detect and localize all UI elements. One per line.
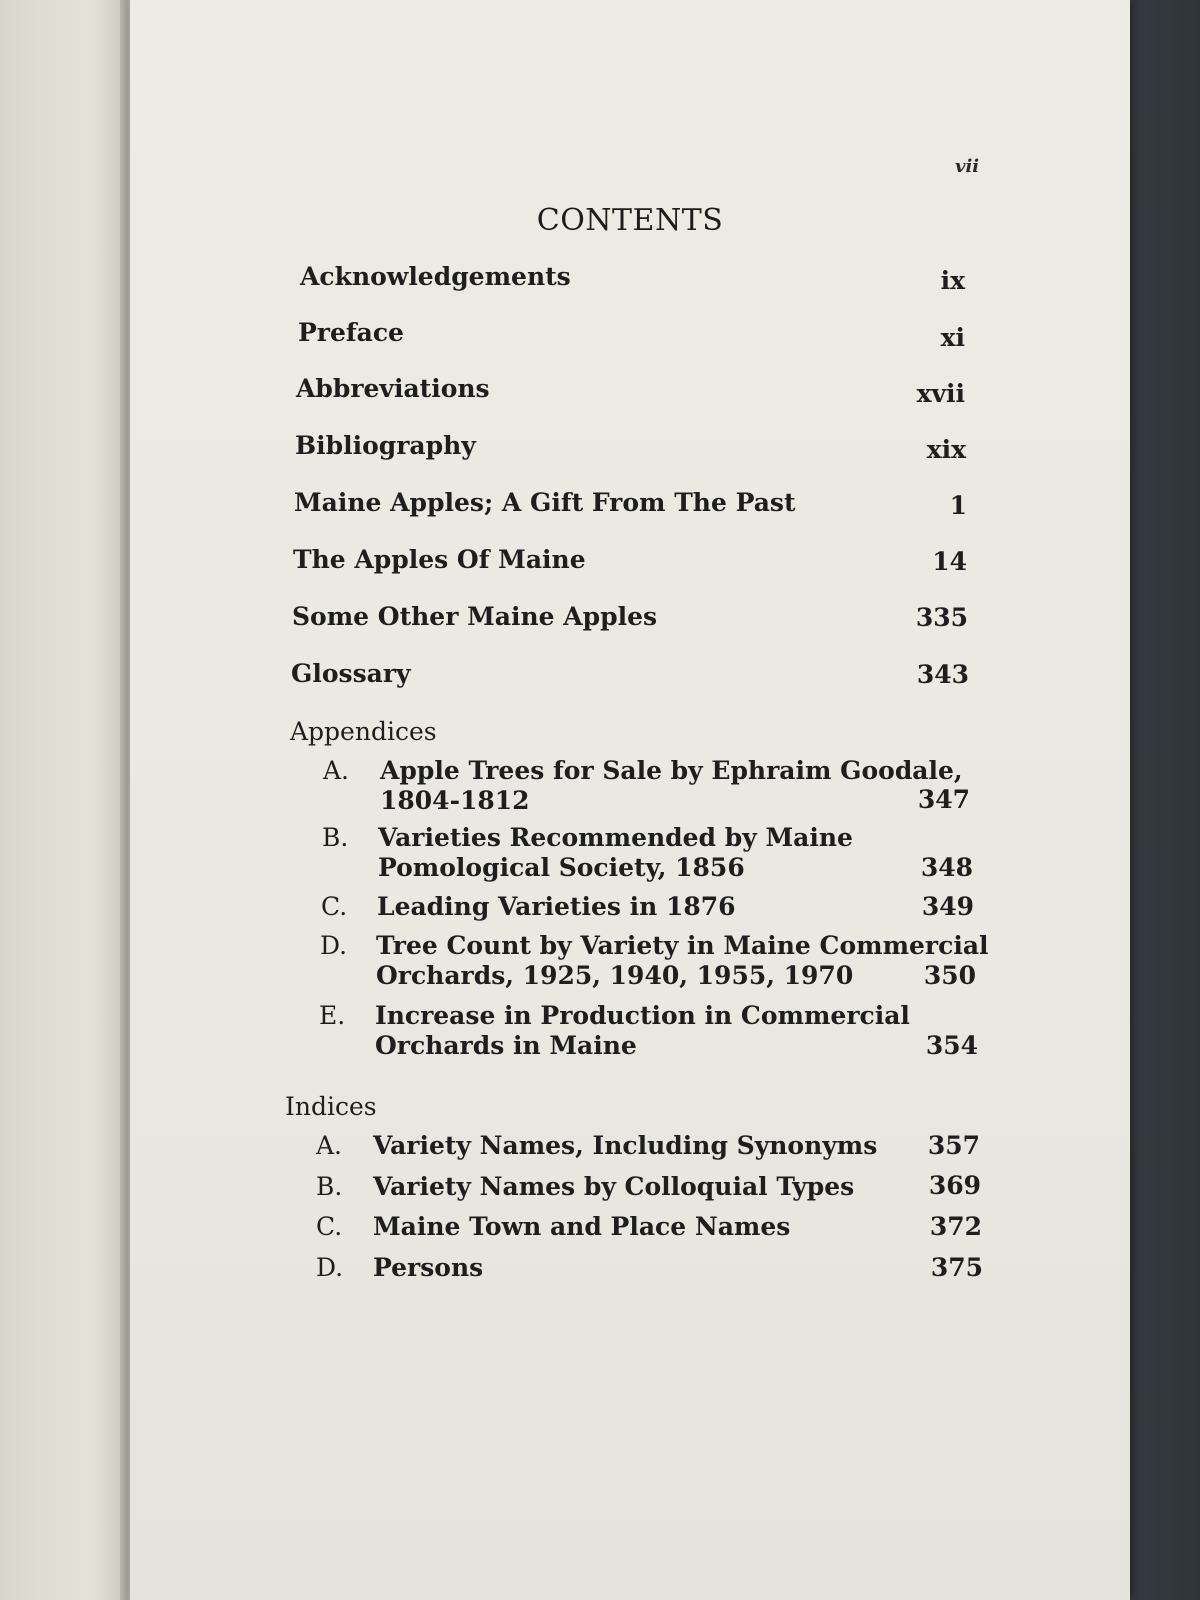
toc-entry-page: xix <box>926 435 966 464</box>
index-page: 375 <box>930 1253 983 1282</box>
toc-entry-title: Glossary <box>291 659 411 688</box>
toc-entry-title: Preface <box>298 318 404 347</box>
toc-entry-title: Abbreviations <box>296 374 490 403</box>
appendix-page: 348 <box>920 853 973 882</box>
index-letter: D. <box>316 1253 344 1282</box>
page-folio: vii <box>955 156 980 177</box>
toc-entry-title: Acknowledgements <box>300 262 571 291</box>
index-title: Variety Names by Colloquial Types <box>373 1172 855 1201</box>
page-title: CONTENTS <box>536 203 724 238</box>
index-letter: C. <box>316 1212 343 1241</box>
index-title: Variety Names, Including Synonyms <box>373 1131 878 1160</box>
index-letter: B. <box>316 1172 343 1201</box>
appendix-title: Tree Count by Variety in Maine Commercial Orchards, 1925, 1940, 1955, 1970 <box>376 931 989 990</box>
index-page: 357 <box>927 1131 980 1160</box>
appendix-letter: C. <box>321 892 348 921</box>
appendix-title: Increase in Production in Commercial Orchards in Maine <box>375 1001 910 1060</box>
index-page: 369 <box>928 1171 981 1200</box>
appendices-heading: Appendices <box>290 717 437 746</box>
contents-page <box>130 0 1130 1600</box>
appendix-title: Apple Trees for Sale by Ephraim Goodale, 1804-1812 <box>380 756 963 815</box>
index-page: 372 <box>929 1212 982 1241</box>
index-title: Maine Town and Place Names <box>373 1212 791 1241</box>
toc-entry-title: The Apples Of Maine <box>293 545 586 574</box>
appendix-page: 354 <box>925 1031 978 1060</box>
appendix-letter: A. <box>323 756 350 785</box>
toc-entry-page: ix <box>940 266 965 295</box>
toc-entry-page: 343 <box>916 660 969 689</box>
toc-entry-title: Maine Apples; A Gift From The Past <box>294 488 796 517</box>
toc-entry-page: 1 <box>949 491 967 520</box>
appendix-page: 347 <box>917 785 970 814</box>
appendix-title: Varieties Recommended by Maine Pomological Society, 1856 <box>378 823 853 882</box>
appendix-letter: E. <box>319 1001 346 1030</box>
appendix-letter: B. <box>322 823 349 852</box>
appendix-page: 350 <box>923 961 976 990</box>
toc-entry-page: xvii <box>916 379 965 408</box>
toc-entry-page: 14 <box>932 547 967 576</box>
toc-entry-title: Some Other Maine Apples <box>292 602 658 631</box>
appendix-title: Leading Varieties in 1876 <box>377 892 736 921</box>
indices-heading: Indices <box>285 1092 377 1121</box>
toc-entry-title: Bibliography <box>295 431 476 460</box>
left-page-edge <box>0 0 128 1600</box>
appendix-page: 349 <box>921 892 974 921</box>
appendix-letter: D. <box>320 931 348 960</box>
index-title: Persons <box>373 1253 484 1282</box>
toc-entry-page: 335 <box>915 603 968 632</box>
toc-entry-page: xi <box>940 323 965 352</box>
index-letter: A. <box>316 1131 343 1160</box>
